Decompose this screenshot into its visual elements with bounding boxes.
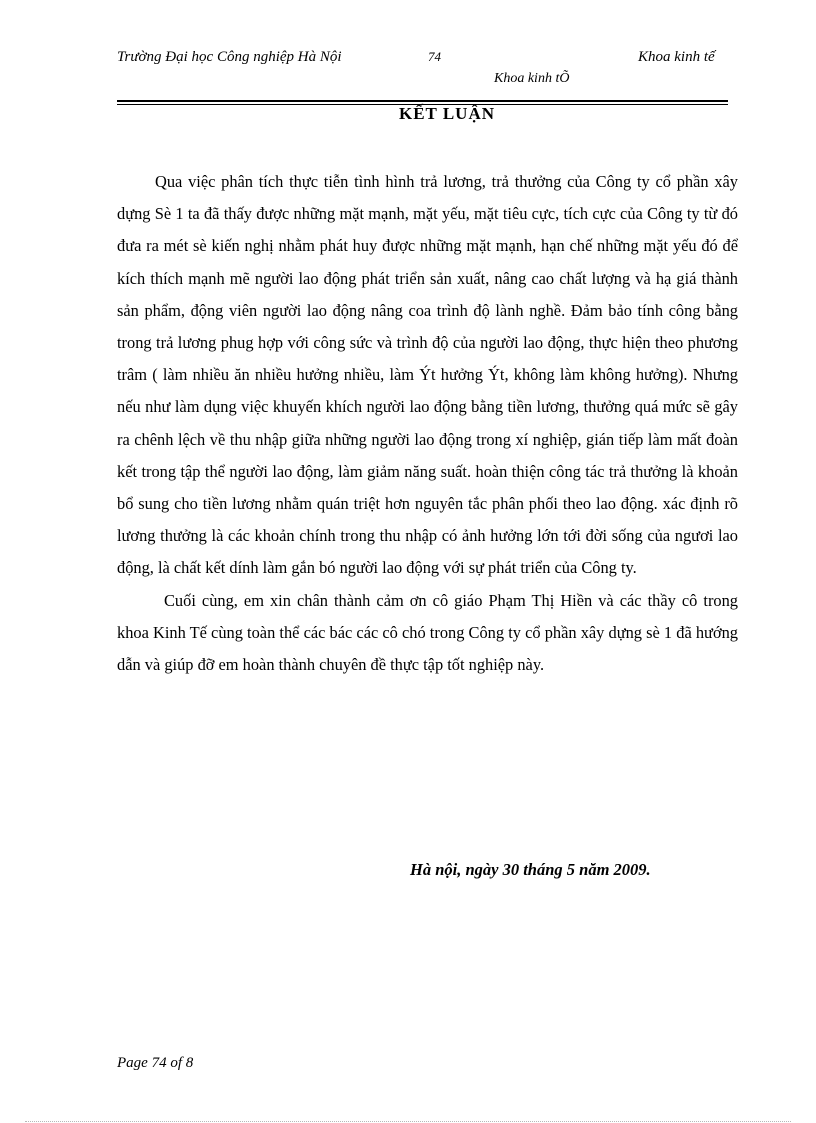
paragraph-conclusion: Qua việc phân tích thực tiễn tình hình trả lương, trả thưởng của Công ty cổ phần xây dựng Sè 1 ta đã thấy được những mặt mạnh, mặt yếu, mặt tiêu cực, tích cực của Công ty từ đó đưa ra mét sè kiến nghị nhằm phát huy được những mặt mạnh, hạn chế những mặt yếu đó để kích thích mạnh mẽ người lao động phát triển sản xuất, nâng cao chất lượng và hạ giá thành sản phẩm, động viên người lao động nâng coa trình độ lành nghề. Đảm bảo tính công bằng trong trả lương phug hợp với công sức và trình độ của người lao động, thực hiện theo phương trâm ( làm nhiều ăn nhiều hưởng nhiều, làm Ýt hưởng Ýt, không làm không hưởng). Nhưng nếu như làm dụng việc khuyến khích người lao động bằng tiền lương, thưởng quá mức sẽ gây ra chênh lệch về thu nhập giữa những người lao động trong xí nghiệp, gián tiếp làm mất đoàn kết trong tập thể người lao động, làm giảm năng suất. hoàn thiện công tác trả thưởng là khoản bổ sung cho tiền lương nhằm quán triệt hơn nguyên tắc phân phối theo lao động. xác định rõ lương thưởng là các khoản chính trong thu nhập có ảnh hưởng lớn tới đời sống của ngươi lao động, là chất kết dính làm gắn bó người lao động với sự phát triển của Công ty. <box>117 172 738 578</box>
page-bottom-divider <box>25 1121 791 1122</box>
footer-page-label: Page 74 of 8 <box>117 1055 194 1071</box>
paragraph-acknowledgement: Cuối cùng, em xin chân thành cảm ơn cô giáo Phạm Thị Hiền và các thầy cô trong khoa Kinh Tế cùng toàn thể các bác các cô chó trong Công ty cổ phần xây dựng sè 1 đã hướng dẫn và giúp đỡ em hoàn thành chuyên đề thực tập tốt nghiệp này. <box>117 590 738 675</box>
header-rule-thick <box>117 100 728 102</box>
place-date-signature: Hà nội, ngày 30 tháng 5 năm 2009. <box>410 860 651 879</box>
header-school-name: Trường Đại học Công nghiệp Hà Nội <box>117 49 342 65</box>
header-faculty: Khoa kinh tế <box>638 49 715 65</box>
header-page-number: 74 <box>428 49 441 64</box>
header-faculty-sub: Khoa kinh tÕ <box>494 71 570 86</box>
page-title: KẾT LUẬN <box>398 104 495 123</box>
document-body <box>117 166 738 681</box>
